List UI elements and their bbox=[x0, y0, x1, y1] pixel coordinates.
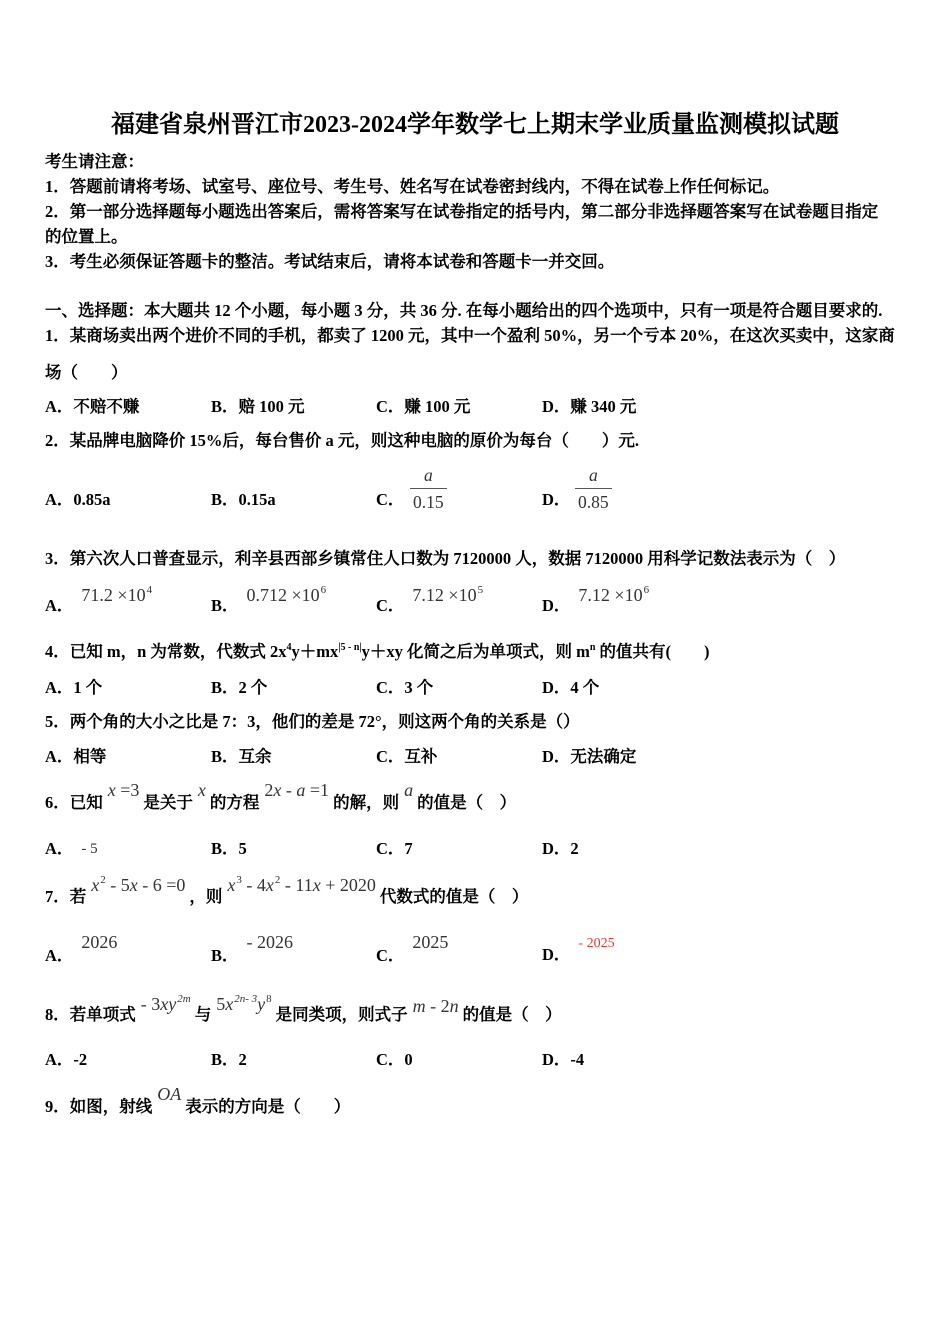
math-exponent: 2n- 3 bbox=[234, 993, 258, 1005]
option-label: C． bbox=[376, 397, 405, 416]
question-5-option-a bbox=[45, 747, 106, 767]
option-label: A． bbox=[45, 946, 74, 965]
math-variable: x bbox=[107, 780, 116, 800]
option-text: 无法确定 bbox=[570, 747, 637, 766]
stem-text: 的值共有( ) bbox=[595, 642, 710, 661]
option-label: B． bbox=[211, 397, 239, 416]
question-1-option-a bbox=[45, 397, 139, 417]
option-label: C． bbox=[376, 678, 405, 697]
scientific-notation bbox=[578, 585, 649, 605]
option-label: A． bbox=[45, 397, 74, 416]
option-label: B． bbox=[211, 946, 239, 965]
question-1-option-b bbox=[211, 397, 305, 417]
question-8-stem bbox=[45, 993, 562, 1027]
notation-base: 71.2 ×10 bbox=[81, 585, 146, 605]
math-expression bbox=[227, 875, 375, 895]
question-1-stem: 1．某商场卖出两个进价不同的手机，都卖了 1200 元，其中一个盈利 50%，另一个亏本 20%，在这次买卖中，这家商 bbox=[45, 326, 895, 345]
math-expression bbox=[404, 780, 413, 800]
question-4-option-b bbox=[211, 678, 267, 698]
math-variable: x bbox=[273, 780, 282, 800]
option-label: C． bbox=[376, 1050, 405, 1069]
notation-exponent: 6 bbox=[643, 584, 650, 596]
stem-text: 与 bbox=[194, 1005, 212, 1024]
stem-text: 的值是（ ） bbox=[462, 1005, 562, 1024]
superscript: 4 bbox=[286, 642, 292, 653]
fraction bbox=[575, 465, 612, 512]
option-label: C． bbox=[376, 946, 405, 965]
option-label: A． bbox=[45, 747, 74, 766]
notation-exponent: 6 bbox=[320, 584, 327, 596]
option-math-value: - 5 bbox=[81, 841, 98, 857]
notice-heading: 考生请注意： bbox=[45, 152, 144, 171]
question-3-option-c bbox=[376, 584, 487, 618]
notation-base: 0.712 ×10 bbox=[246, 585, 320, 605]
question-4-option-d bbox=[542, 678, 599, 698]
option-label: B． bbox=[211, 596, 239, 615]
scientific-notation bbox=[247, 585, 327, 605]
option-math-value-highlighted: - 2025 bbox=[578, 936, 615, 951]
math-variable: x bbox=[91, 875, 100, 895]
math-variable: x bbox=[227, 875, 236, 895]
question-8-option-b bbox=[211, 1050, 247, 1070]
math-variable: m bbox=[412, 996, 426, 1016]
math-variable: x bbox=[312, 875, 321, 895]
math-variable: a bbox=[296, 780, 306, 800]
option-label: A． bbox=[45, 678, 74, 697]
stem-text: y＋mx bbox=[291, 642, 339, 661]
option-label: B． bbox=[211, 490, 239, 509]
math-variable: x bbox=[129, 875, 138, 895]
option-text: 2 个 bbox=[238, 678, 268, 697]
question-2-option-c bbox=[376, 465, 444, 512]
scientific-notation bbox=[412, 585, 483, 605]
question-6-option-c bbox=[376, 839, 413, 859]
option-text: 0.85a bbox=[73, 490, 111, 509]
stem-text: 4．已知 m，n 为常数，代数式 2x bbox=[45, 642, 287, 661]
option-label: B． bbox=[211, 747, 239, 766]
math-expression bbox=[198, 780, 206, 800]
math-expression bbox=[216, 994, 271, 1014]
option-text: 5 bbox=[238, 839, 247, 858]
math-text: + 2020 bbox=[320, 875, 376, 895]
notice-line-2-continued: 的位置上。 bbox=[45, 227, 128, 246]
stem-text: y＋xy 化简之后为单项式，则 m bbox=[361, 642, 590, 661]
option-text: 相等 bbox=[73, 747, 107, 766]
math-expression bbox=[264, 780, 329, 800]
math-variable: x bbox=[225, 994, 234, 1014]
option-text: 7 bbox=[404, 839, 413, 858]
option-text: 3 个 bbox=[404, 678, 434, 697]
question-6-option-a bbox=[45, 839, 102, 860]
question-6-stem bbox=[45, 780, 517, 813]
notation-exponent: 5 bbox=[477, 584, 484, 596]
math-text: - 4 bbox=[241, 875, 266, 895]
fraction-denominator: 0.15 bbox=[413, 492, 444, 512]
math-text: =3 bbox=[115, 780, 140, 800]
exam-title: 福建省泉州晋江市2023-2024学年数学七上期末学业质量监测模拟试题 bbox=[111, 112, 839, 138]
math-variable: n bbox=[449, 996, 459, 1016]
question-1-stem-continued: 场（ ） bbox=[45, 363, 128, 382]
option-label: A． bbox=[45, 490, 74, 509]
math-text: 5 bbox=[216, 994, 226, 1014]
stem-text: 6．已知 bbox=[45, 793, 103, 812]
option-label: D． bbox=[542, 1050, 571, 1069]
option-label: D． bbox=[542, 397, 571, 416]
fraction-bar bbox=[575, 488, 612, 489]
option-label: D． bbox=[542, 596, 571, 615]
stem-text: 是关于 bbox=[143, 793, 193, 812]
math-exponent: 2m bbox=[177, 993, 191, 1005]
question-5-stem: 5．两个角的大小之比是 7：3，他们的差是 72°，则这两个角的关系是（） bbox=[45, 712, 580, 731]
math-exponent: 8 bbox=[266, 993, 272, 1005]
stem-text: ，则 bbox=[189, 887, 223, 906]
option-label: D． bbox=[542, 747, 571, 766]
question-7-option-b bbox=[211, 932, 297, 966]
question-9-stem bbox=[45, 1084, 351, 1117]
math-text: =1 bbox=[305, 780, 330, 800]
math-expression bbox=[91, 875, 185, 895]
option-label: D． bbox=[542, 839, 571, 858]
option-text: 2 bbox=[570, 839, 579, 858]
math-text: - 11 bbox=[280, 875, 313, 895]
question-8-option-a bbox=[45, 1050, 87, 1070]
section-heading: 一、选择题：本大题共 12 个小题，每小题 3 分，共 36 分. 在每小题给出的四个选项中，只有一项是符合题目要求的. bbox=[45, 301, 883, 320]
option-label: A． bbox=[45, 1050, 74, 1069]
math-text: - 2 bbox=[425, 996, 450, 1016]
math-exponent: 2 bbox=[274, 874, 281, 886]
option-label: D． bbox=[542, 945, 571, 964]
question-6-option-d bbox=[542, 839, 579, 859]
option-text: 不赔不赚 bbox=[73, 397, 140, 416]
option-label: D． bbox=[542, 678, 571, 697]
option-label: B． bbox=[211, 678, 239, 697]
option-math-value: - 2026 bbox=[246, 932, 294, 952]
option-math-value: 2026 bbox=[81, 932, 118, 952]
stem-text: 是同类项，则式子 bbox=[275, 1005, 408, 1024]
math-exponent: 2 bbox=[100, 874, 106, 886]
fraction bbox=[410, 465, 447, 512]
notation-exponent: 4 bbox=[146, 584, 153, 596]
fraction-bar bbox=[410, 488, 447, 489]
superscript: n bbox=[589, 642, 596, 653]
scientific-notation bbox=[81, 585, 152, 605]
option-label: B． bbox=[211, 839, 239, 858]
math-expression: OA bbox=[157, 1084, 182, 1104]
stem-text: 代数式的值是（ ） bbox=[379, 887, 529, 906]
math-text: - 5 bbox=[105, 875, 130, 895]
math-text: - 3 bbox=[140, 994, 161, 1014]
math-text: - 6 =0 bbox=[137, 875, 186, 895]
question-2-stem: 2．某品牌电脑降价 15%后，每台售价 a 元，则这种电脑的原价为每台（ ）元. bbox=[45, 431, 639, 450]
option-text: 0 bbox=[404, 1050, 413, 1069]
option-math-value: 2025 bbox=[412, 932, 449, 952]
fraction-denominator: 0.85 bbox=[578, 492, 609, 512]
option-text: 1 个 bbox=[73, 678, 103, 697]
math-variable: x bbox=[265, 875, 274, 895]
option-label: B． bbox=[211, 1050, 239, 1069]
option-text: 互补 bbox=[404, 747, 438, 766]
math-variable: y bbox=[257, 994, 266, 1014]
stem-text: 的解，则 bbox=[333, 793, 400, 812]
math-expression bbox=[108, 780, 140, 800]
stem-text: 的值是（ ） bbox=[417, 793, 517, 812]
notice-line-1: 1．答题前请将考场、试室号、座位号、考生号、姓名写在试卷密封线内，不得在试卷上作任何标记。 bbox=[45, 177, 780, 196]
question-7-option-d bbox=[542, 936, 619, 967]
stem-text: 7．若 bbox=[45, 887, 87, 906]
option-text: 0.15a bbox=[238, 490, 276, 509]
option-text: -2 bbox=[73, 1050, 88, 1069]
question-8-option-d bbox=[542, 1050, 584, 1070]
option-text: 赔 100 元 bbox=[238, 397, 305, 416]
option-text: 赚 340 元 bbox=[570, 397, 637, 416]
question-3-option-d bbox=[542, 584, 653, 618]
question-2-option-b bbox=[211, 490, 276, 510]
question-4-option-c bbox=[376, 678, 433, 698]
question-6-option-b bbox=[211, 839, 247, 859]
stem-text: 表示的方向是（ ） bbox=[185, 1097, 351, 1116]
notation-base: 7.12 ×10 bbox=[578, 585, 643, 605]
question-8-option-c bbox=[376, 1050, 413, 1070]
question-2-option-a bbox=[45, 490, 111, 510]
option-label: C． bbox=[376, 596, 405, 615]
question-7-option-a bbox=[45, 932, 121, 966]
notice-line-2: 2．第一部分选择题每小题选出答案后，需将答案写在试卷指定的括号内，第二部分非选择题答案写在试卷题目指定 bbox=[45, 202, 879, 221]
option-text: 2 bbox=[238, 1050, 247, 1069]
question-5-option-c bbox=[376, 747, 437, 767]
question-3-option-a bbox=[45, 584, 156, 618]
option-label: C． bbox=[376, 747, 405, 766]
option-label: C． bbox=[376, 839, 405, 858]
option-text: 4 个 bbox=[570, 678, 600, 697]
question-5-option-b bbox=[211, 747, 272, 767]
fraction-numerator: a bbox=[588, 465, 598, 485]
option-label: A． bbox=[45, 596, 74, 615]
math-variable: a bbox=[404, 780, 414, 800]
math-variable: x bbox=[197, 780, 206, 800]
math-exponent: 3 bbox=[236, 874, 242, 886]
option-label: D． bbox=[542, 490, 571, 509]
question-4-option-a bbox=[45, 678, 102, 698]
question-7-option-c bbox=[376, 932, 452, 966]
stem-text: 9．如图，射线 bbox=[45, 1097, 153, 1116]
notation-base: 7.12 ×10 bbox=[412, 585, 477, 605]
question-4-stem bbox=[45, 642, 710, 665]
math-variable: xy bbox=[160, 994, 177, 1014]
option-text: 互余 bbox=[238, 747, 272, 766]
question-5-option-d bbox=[542, 747, 636, 767]
notice-line-3: 3．考生必须保证答题卡的整洁。考试结束后，请将本试卷和答题卡一并交回。 bbox=[45, 252, 615, 271]
option-text: -4 bbox=[570, 1050, 585, 1069]
option-text: 赚 100 元 bbox=[404, 397, 471, 416]
math-expression bbox=[413, 996, 459, 1016]
question-3-stem: 3．第六次人口普查显示，利辛县西部乡镇常住人口数为 7120000 人，数据 7120000 用科学记数法表示为（ ） bbox=[45, 549, 846, 568]
question-1-option-c bbox=[376, 397, 470, 417]
question-3-option-b bbox=[211, 584, 330, 618]
math-text: - bbox=[281, 780, 297, 800]
option-label: A． bbox=[45, 839, 74, 858]
stem-text: 的方程 bbox=[209, 793, 260, 812]
fraction-numerator: a bbox=[423, 465, 433, 485]
question-2-option-d bbox=[542, 465, 609, 512]
option-label: C． bbox=[376, 490, 405, 509]
stem-text: 8．若单项式 bbox=[45, 1005, 136, 1024]
superscript: |5 - n| bbox=[338, 642, 362, 653]
question-1-option-d bbox=[542, 397, 636, 417]
math-expression bbox=[141, 994, 191, 1014]
math-text: 2 bbox=[264, 780, 274, 800]
question-7-stem bbox=[45, 874, 529, 909]
